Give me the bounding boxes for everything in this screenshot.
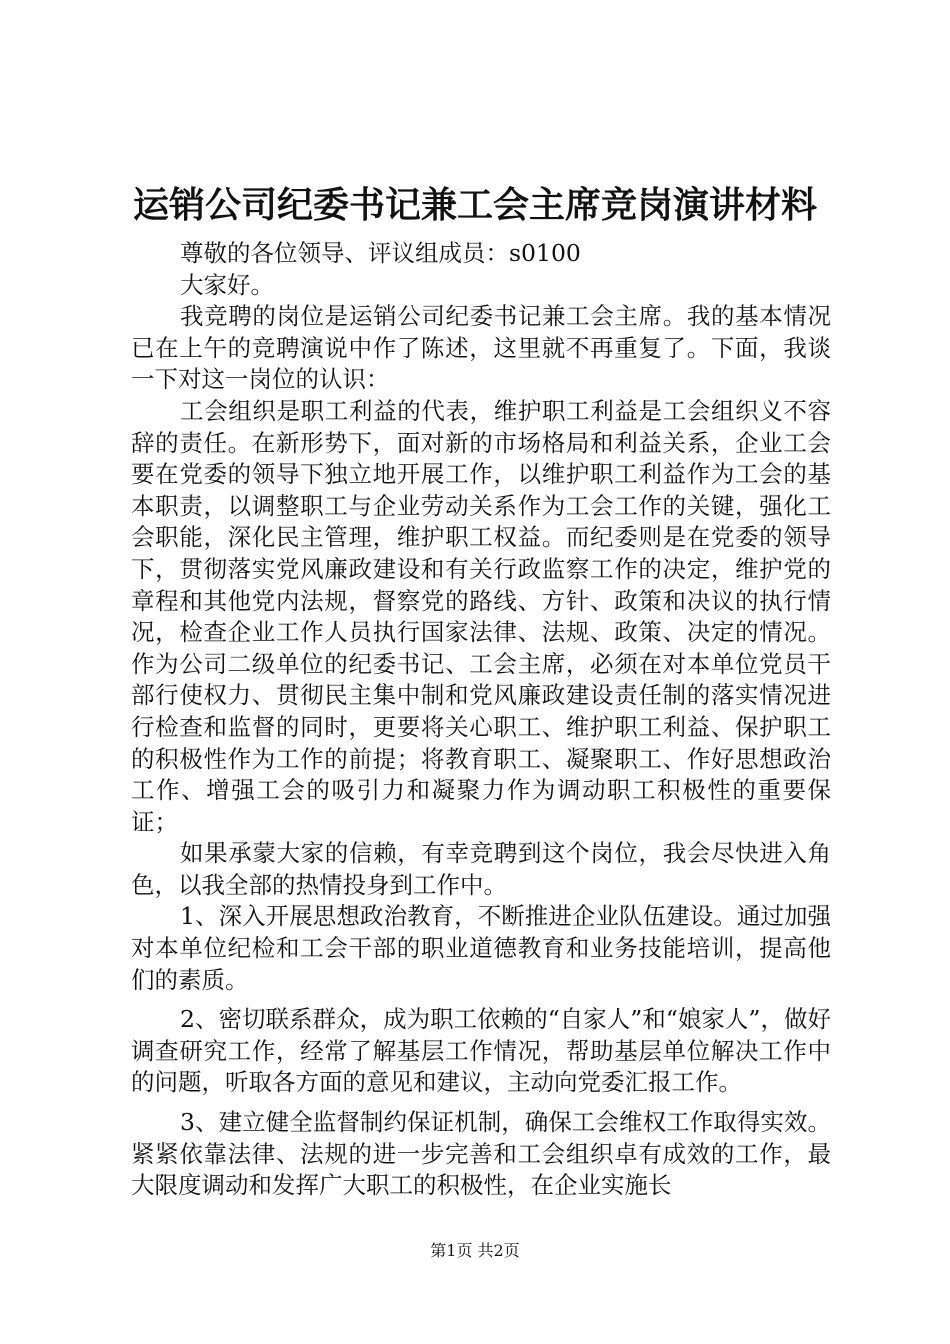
document-body <box>131 238 831 1202</box>
paragraph-point-1: 1、深入开展思想政治教育，不断推进企业队伍建设。通过加强对本单位纪检和工会干部的职业道德教育和业务技能培训，提高他们的素质。 <box>131 902 831 994</box>
paragraph-commitment: 如果承蒙大家的信赖，有幸竞聘到这个岗位，我会尽快进入角色，以我全部的热情投身到工作中。 <box>131 839 831 899</box>
paragraph-point-3: 3、建立健全监督制约保证机制，确保工会维权工作取得实效。紧紧依靠法律、法规的进一步完善和工会组织卓有成效的工作，最大限度调动和发挥广大职工的积极性，在企业实施长 <box>131 1108 831 1200</box>
document-title: 运销公司纪委书记兼工会主席竞岗演讲材料 <box>132 184 817 226</box>
page-footer: 第1页 共2页 <box>430 1241 520 1260</box>
paragraph-point-2: 2、密切联系群众，成为职工依赖的“自家人”和“娘家人”，做好调查研究工作，经常了解基层工作情况，帮助基层单位解决工作中的问题，听取各方面的意见和建议，主动向党委汇报工作。 <box>131 1005 831 1097</box>
paragraph-intro: 我竞聘的岗位是运销公司纪委书记兼工会主席。我的基本情况已在上午的竞聘演说中作了陈述，这里就不再重复了。下面，我谈一下对这一岗位的认识： <box>131 302 831 394</box>
paragraph-greeting: 大家好。 <box>180 270 274 299</box>
paragraph-role-understanding: 工会组织是职工利益的代表，维护职工利益是工会组织义不容辞的责任。在新形势下，面对新的市场格局和利益关系，企业工会要在党委的领导下独立地开展工作，以维护职工利益作为工会的基本职责，以调整职工与企业劳动关系作为工会工作的关键，强化工会职能，深化民主管理，维护职工权益。而纪委则是在党委的领导下，贯彻落实党风廉政建设和有关行政监察工作的决定，维护党的章程和其他党内法规，督察党的路线、方针、政策和决议的执行情况，检查企业工作人员执行国家法律、法规、政策、决定的情况。作为公司二级单位的纪委书记、工会主席，必须在对本单位党员干部行使权力、贯彻民主集中制和党风廉政建设责任制的落实情况进行检查和监督的同时，更要将关心职工、维护职工利益、保护职工的积极性作为工作的前提；将教育职工、凝聚职工、作好思想政治工作、增强工会的吸引力和凝聚力作为调动职工积极性的重要保证； <box>131 396 831 836</box>
paragraph-salutation: 尊敬的各位领导、评议组成员：s0100 <box>180 239 581 267</box>
